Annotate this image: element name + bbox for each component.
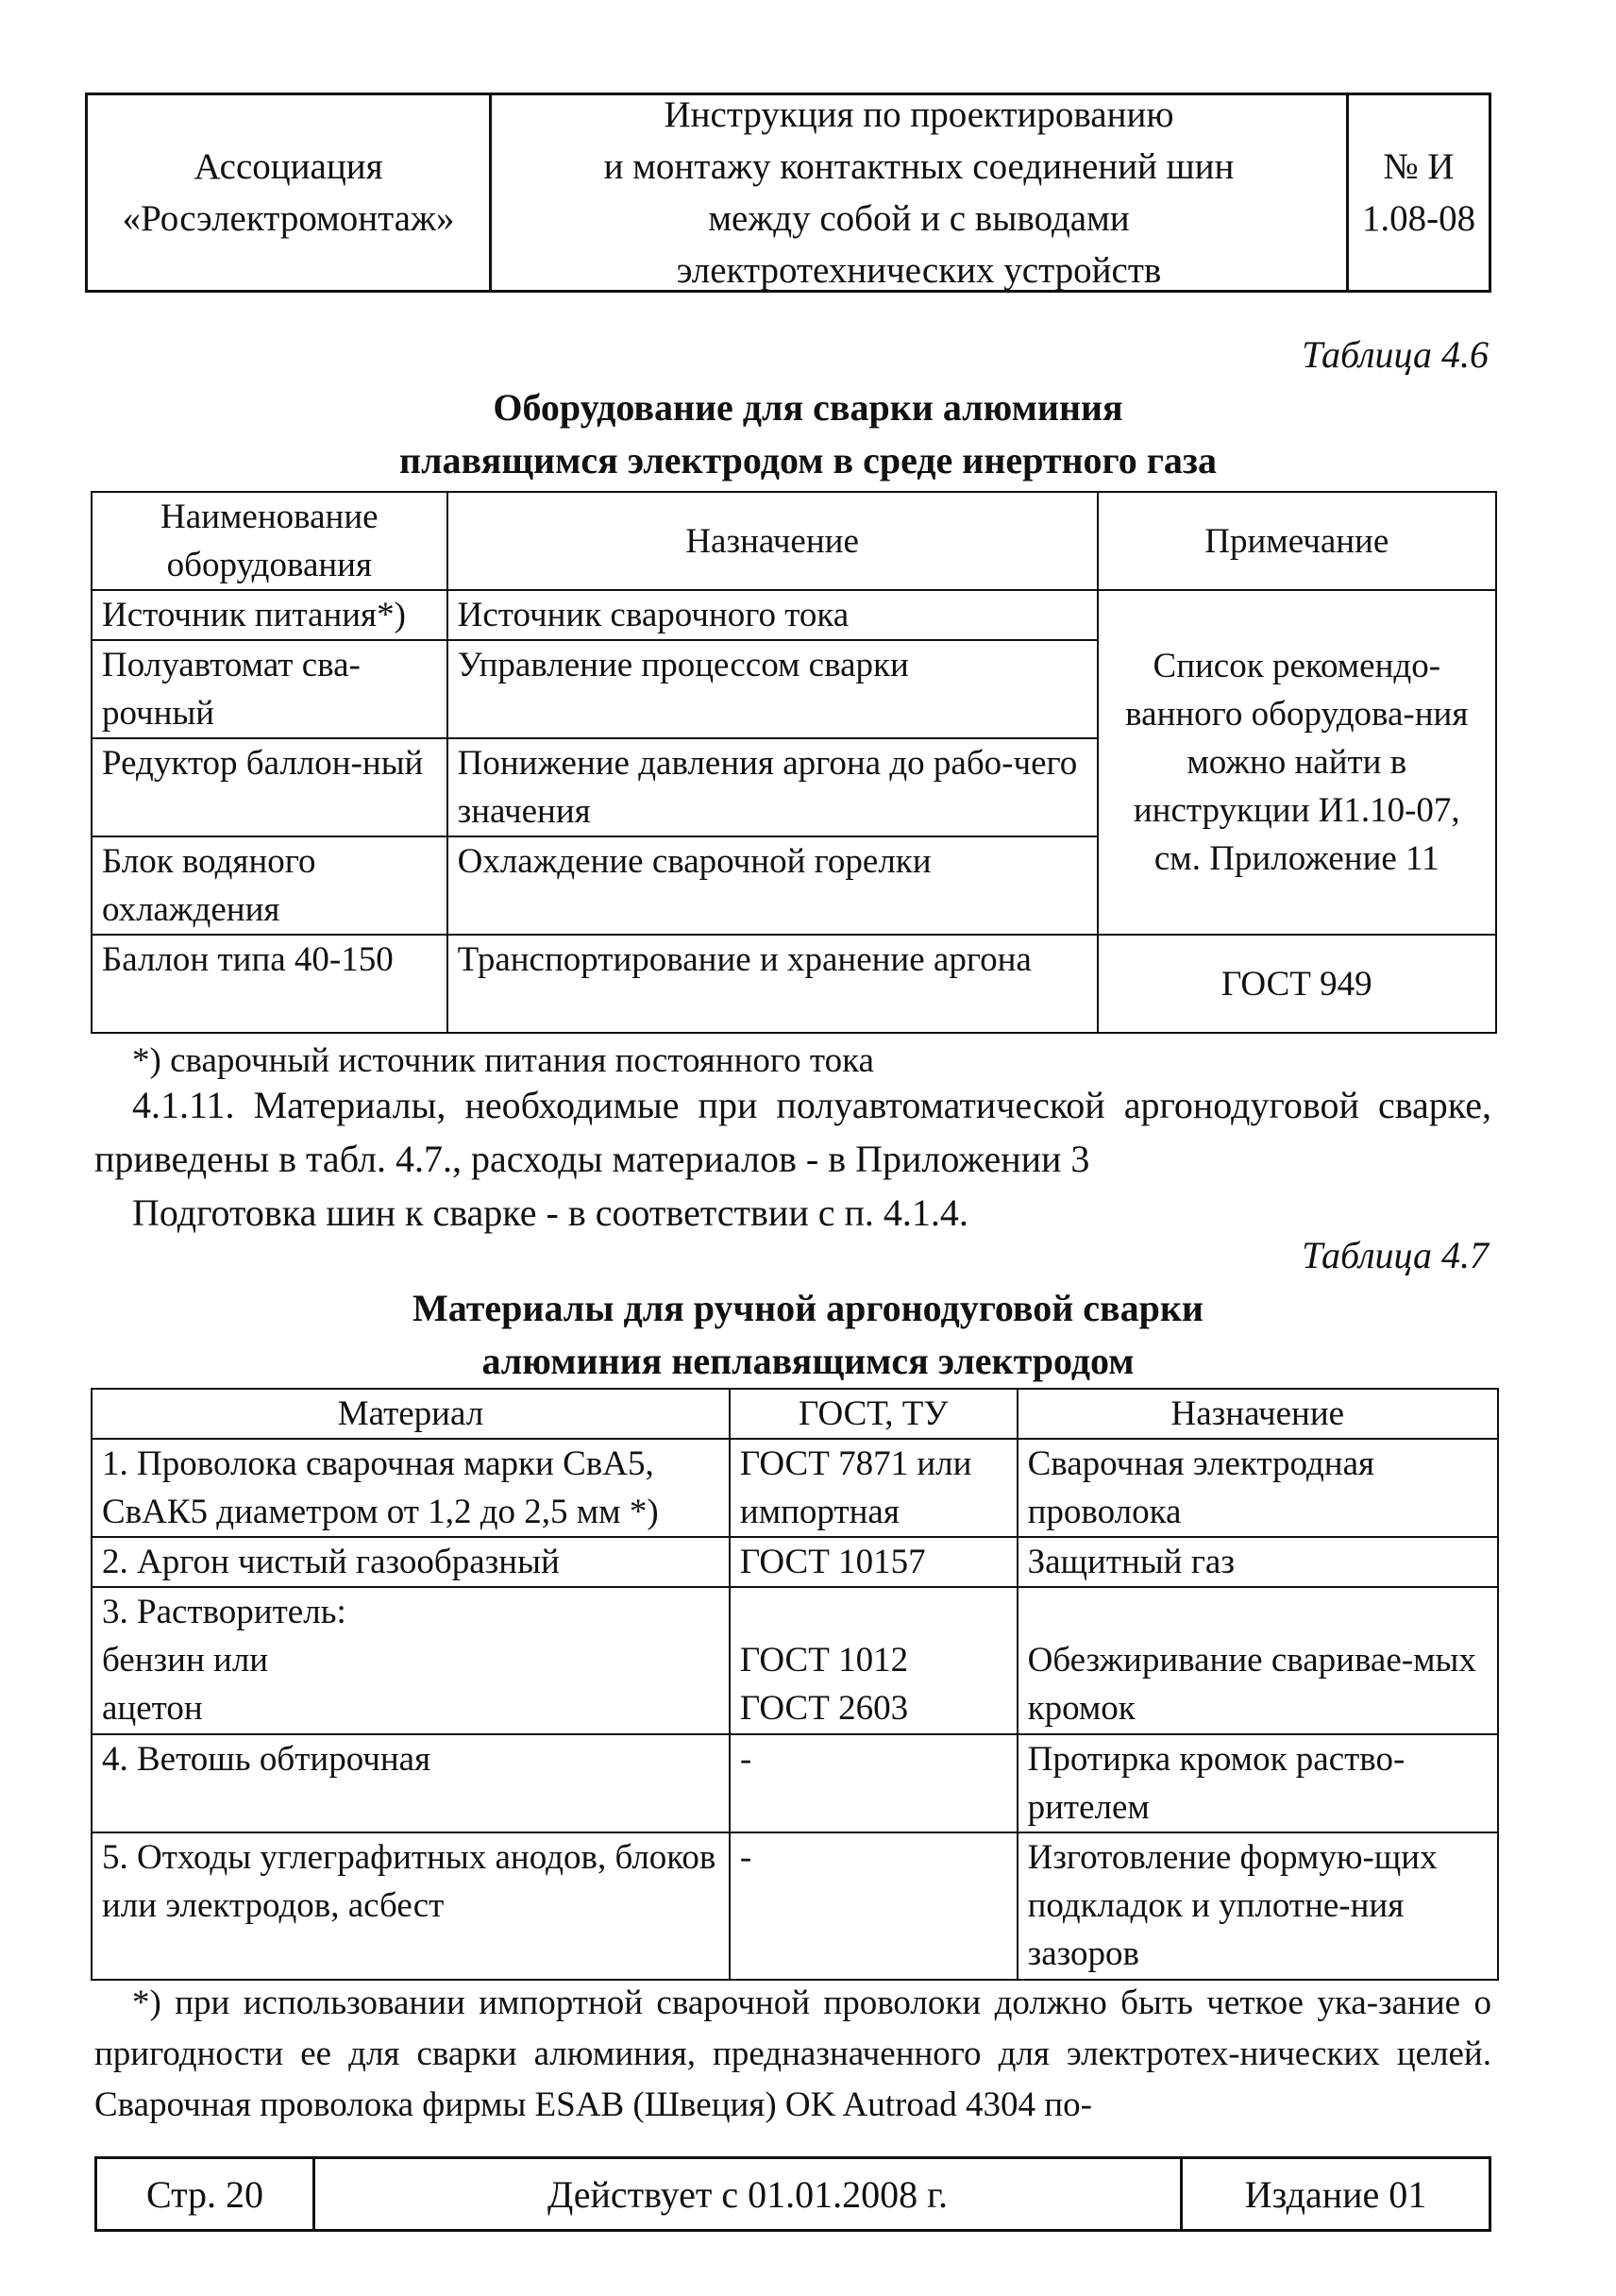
equipment-purpose: Охлаждение сварочной горелки (447, 836, 1098, 935)
table-row (92, 1734, 1498, 1832)
page-footer (94, 2156, 1491, 2232)
equipment-purpose: Управление процессом сварки (447, 640, 1098, 738)
equipment-note: Список рекомендо-ванного оборудова-ния можно найти в инструкции И1.10-07, см. Приложение 11 (1098, 590, 1496, 935)
material-name: 1. Проволока сварочная марки СвА5, СвАК5 диаметром от 1,2 до 2,5 мм *) (92, 1439, 730, 1537)
equipment-name: Источник питания*) (92, 590, 447, 640)
table-row (92, 1439, 1498, 1537)
table-header-row (92, 492, 1496, 590)
paragraph: Подготовка шин к сварке - в соответствии с п. 4.1.4. (132, 1191, 968, 1234)
equipment-name: Полуавтомат сва-рочный (92, 640, 447, 738)
material-purpose: Обезжиривание сваривае-мых кромок (1018, 1587, 1498, 1734)
paragraph: 4.1.11. Материалы, необходимые при полуавтоматической аргонодуговой сварке, приведены в табл. 4.7., расходы материалов - в Приложении 3 (94, 1084, 1491, 1180)
doc-number: № И 1.08-08 (1361, 146, 1476, 239)
material-gost: ГОСТ 7871 или импортная (730, 1439, 1018, 1537)
material-purpose: Изготовление формую-щих подкладок и уплотне-ния зазоров (1018, 1832, 1498, 1980)
table-header-row (92, 1389, 1498, 1439)
materials-table (91, 1388, 1499, 1981)
column-header: Наименование оборудования (92, 492, 447, 590)
equipment-purpose: Транспортирование и хранение аргона (447, 935, 1098, 1033)
table-caption: Таблица 4.7 (1302, 1234, 1489, 1276)
table-title-line-1: Оборудование для сварки алюминия (493, 386, 1123, 429)
org-line-1: Ассоциация (194, 146, 383, 187)
table-title (0, 381, 1616, 487)
equipment-purpose: Источник сварочного тока (447, 590, 1098, 640)
column-header: Примечание (1098, 492, 1496, 590)
material-name: 5. Отходы углеграфитных анодов, блоков или электродов, асбест (92, 1832, 730, 1980)
valid-from: Действует с 01.01.2008 г. (547, 2172, 949, 2216)
table-caption: Таблица 4.6 (1302, 333, 1489, 376)
table-row (92, 1832, 1498, 1980)
column-header: ГОСТ, ТУ (730, 1389, 1018, 1439)
table-title (0, 1282, 1616, 1388)
header-doc-title (492, 95, 1346, 290)
material-gost: - (730, 1832, 1018, 1980)
column-header: Материал (92, 1389, 730, 1439)
equipment-name: Баллон типа 40-150 (92, 935, 447, 1033)
table-title-line-2: плавящимся электродом в среде инертного газа (399, 439, 1217, 481)
org-line-2: «Росэлектромонтаж» (122, 198, 455, 239)
material-gost: ГОСТ 10157 (730, 1537, 1018, 1587)
equipment-name: Редуктор баллон-ный (92, 738, 447, 836)
table-row (92, 935, 1496, 1033)
material-gost: - (730, 1734, 1018, 1832)
table-row (92, 1587, 1498, 1734)
material-name: 4. Ветошь обтирочная (92, 1734, 730, 1832)
material-purpose: Защитный газ (1018, 1537, 1498, 1587)
equipment-purpose: Понижение давления аргона до рабо-чего значения (447, 738, 1098, 836)
equipment-name: Блок водяного охлаждения (92, 836, 447, 935)
column-header: Назначение (1018, 1389, 1498, 1439)
doc-title-line-2: и монтажу контактных соединений шин (603, 146, 1235, 187)
page-number: Стр. 20 (145, 2172, 264, 2216)
equipment-note: ГОСТ 949 (1098, 935, 1496, 1033)
table-row (92, 1537, 1498, 1587)
edition: Издание 01 (1244, 2172, 1427, 2216)
table-row (92, 590, 1496, 640)
equipment-table (91, 491, 1497, 1034)
header-doc-number (1349, 95, 1489, 290)
doc-title-line-3: между собой и с выводами (708, 198, 1130, 239)
material-name: 2. Аргон чистый газообразный (92, 1537, 730, 1587)
header-organization (88, 95, 489, 290)
table-title-line-2: алюминия неплавящимся электродом (481, 1340, 1135, 1382)
column-header: Назначение (447, 492, 1098, 590)
material-name: 3. Растворитель: бензин или ацетон (92, 1587, 730, 1734)
table-footnote: *) при использовании импортной сварочной проволоки должно быть четкое ука-зание о пригодности ее для сварки алюминия, предназначенного для электротех-нических целей. Сварочная проволока фирмы ESAB (Швеция) OK Autroad 4304 по- (94, 1984, 1491, 2124)
table-title-line-1: Материалы для ручной аргонодуговой сварки (412, 1287, 1204, 1329)
material-purpose: Сварочная электродная проволока (1018, 1439, 1498, 1537)
material-purpose: Протирка кромок раство-рителем (1018, 1734, 1498, 1832)
table-footnote: *) сварочный источник питания постоянного тока (132, 1041, 874, 1080)
doc-title-line-4: электротехнических устройств (676, 250, 1162, 291)
document-header (85, 93, 1491, 293)
doc-title-line-1: Инструкция по проектированию (664, 94, 1174, 135)
material-gost: ГОСТ 1012 ГОСТ 2603 (730, 1587, 1018, 1734)
